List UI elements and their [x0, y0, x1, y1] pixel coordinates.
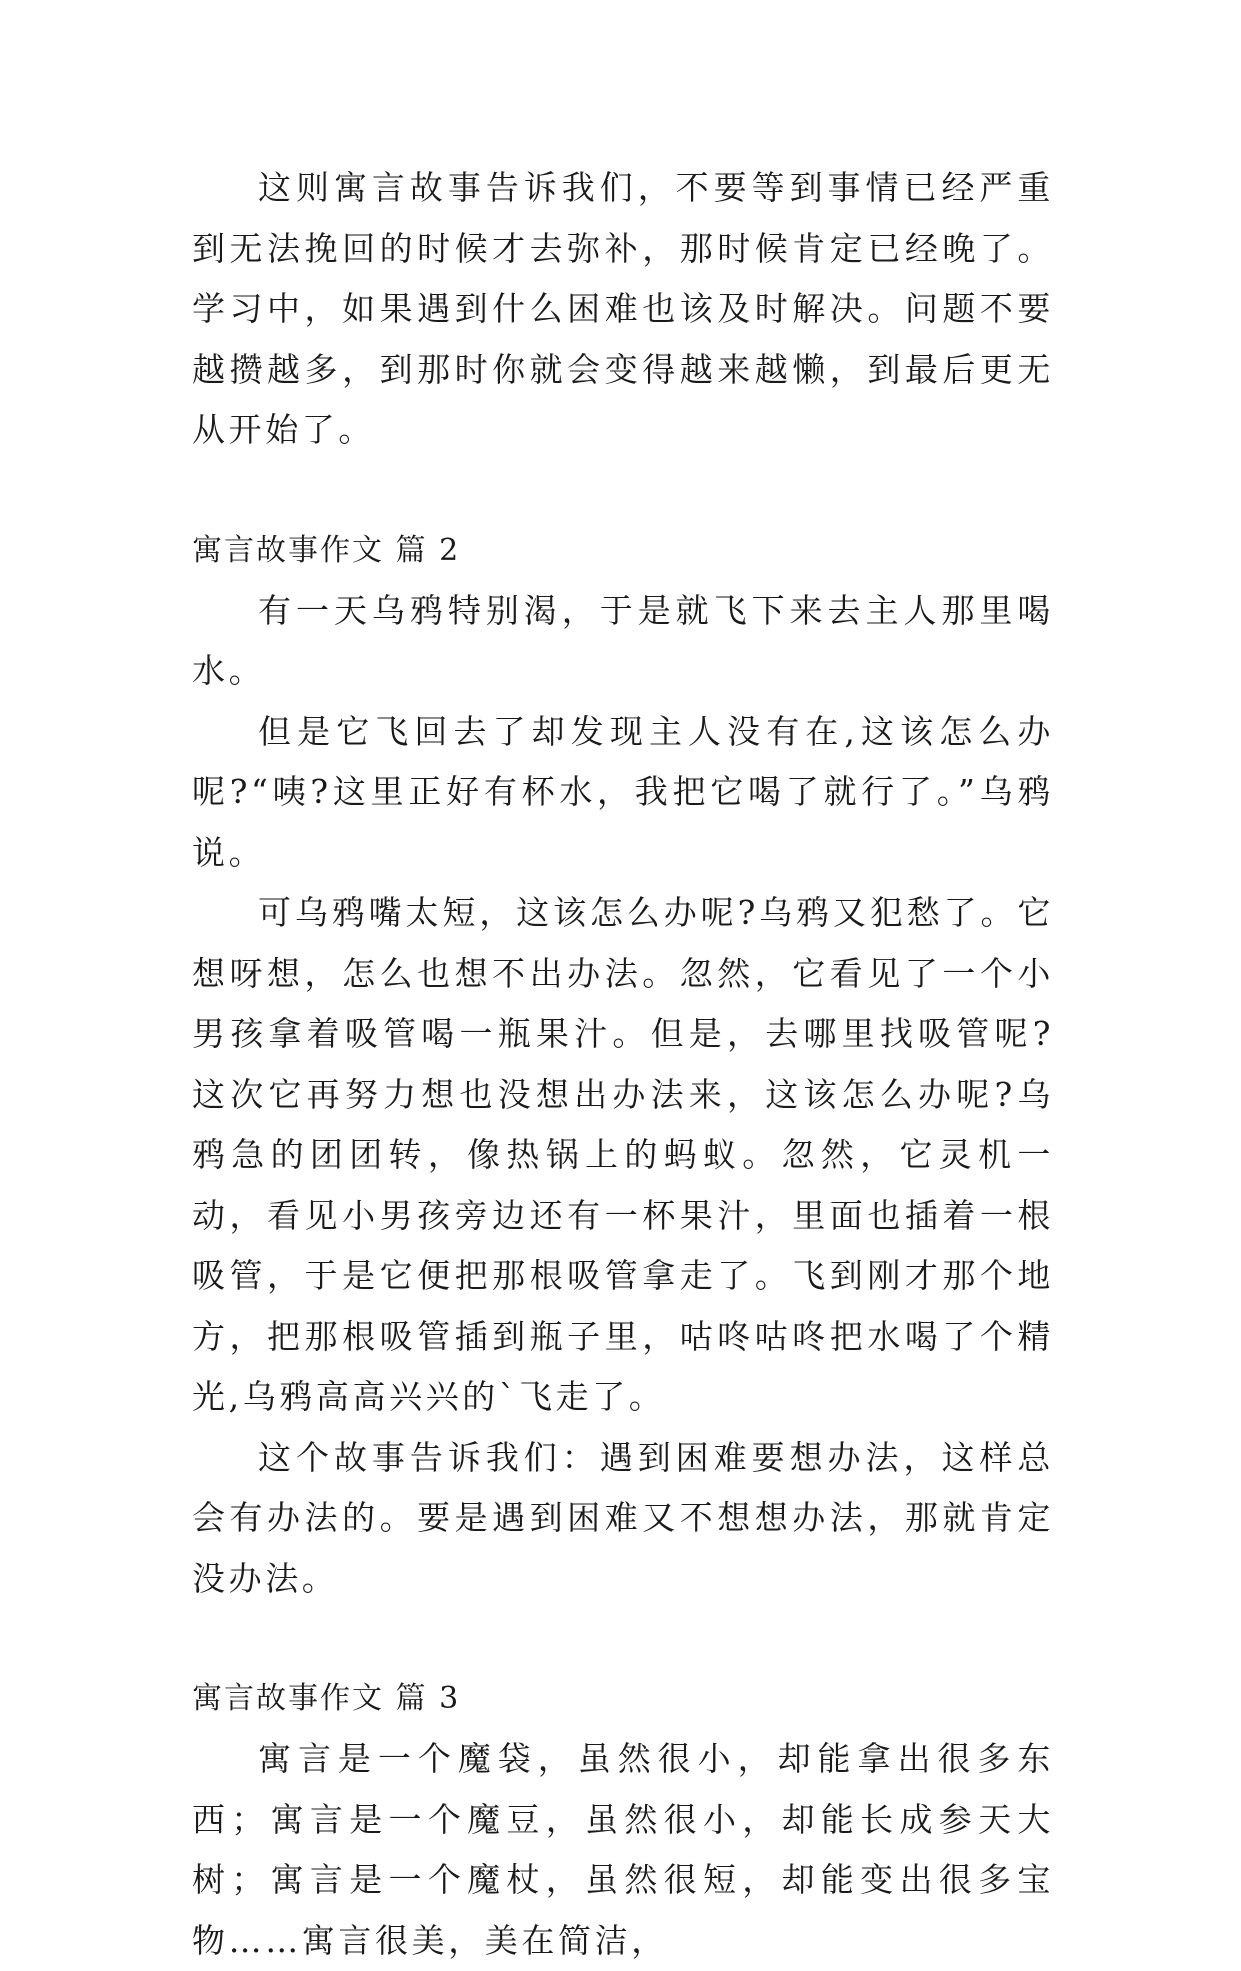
- paragraph-crow-thirsty: 有一天乌鸦特别渴，于是就飞下来去主人那里喝水。: [192, 590, 1054, 690]
- paragraph-crow-finds-water: 但是它飞回去了却发现主人没有在,这该怎么办呢?“咦?这里正好有杯水，我把它喝了就行了。”乌鸦说。: [192, 711, 1054, 872]
- section-gap: [192, 1609, 1054, 1669]
- document-page: [192, 158, 1054, 1971]
- paragraph-conclusion-1: 这则寓言故事告诉我们，不要等到事情已经严重到无法挽回的时候才去弥补，那时候肯定已经晚了。学习中，如果遇到什么困难也该及时解决。问题不要越攒越多，到那时你就会变得越来越懒，到最后更无从开始了。: [192, 168, 1054, 449]
- paragraph-conclusion-2: 这个故事告诉我们：遇到困难要想办法，这样总会有办法的。要是遇到困难又不想想办法，那就肯定没办法。: [192, 1437, 1054, 1598]
- section-heading-3: 寓言故事作文 篇 3: [192, 1681, 461, 1716]
- paragraph-crow-straw: 可乌鸦嘴太短，这该怎么办呢?乌鸦又犯愁了。它想呀想，怎么也想不出办法。忽然，它看见了一个小男孩拿着吸管喝一瓶果汁。但是，去哪里找吸管呢?这次它再努力想也没想出办法来，这该怎么办呢?乌鸦急的团团转，像热锅上的蚂蚁。忽然，它灵机一动，看见小男孩旁边还有一杯果汁，里面也插着一根吸管，于是它便把那根吸管拿走了。飞到刚才那个地方，把那根吸管插到瓶子里，咕咚咕咚把水喝了个精光,乌鸦高高兴兴的`飞走了。: [192, 893, 1054, 1416]
- paragraph-fable-intro: 寓言是一个魔袋，虽然很小，却能拿出很多东西；寓言是一个魔豆，虽然很小，却能长成参天大树；寓言是一个魔杖，虽然很短，却能变出很多宝物……寓言很美，美在简洁，: [192, 1739, 1054, 1960]
- section-gap: [192, 461, 1054, 521]
- section-heading-2: 寓言故事作文 篇 2: [192, 532, 461, 568]
